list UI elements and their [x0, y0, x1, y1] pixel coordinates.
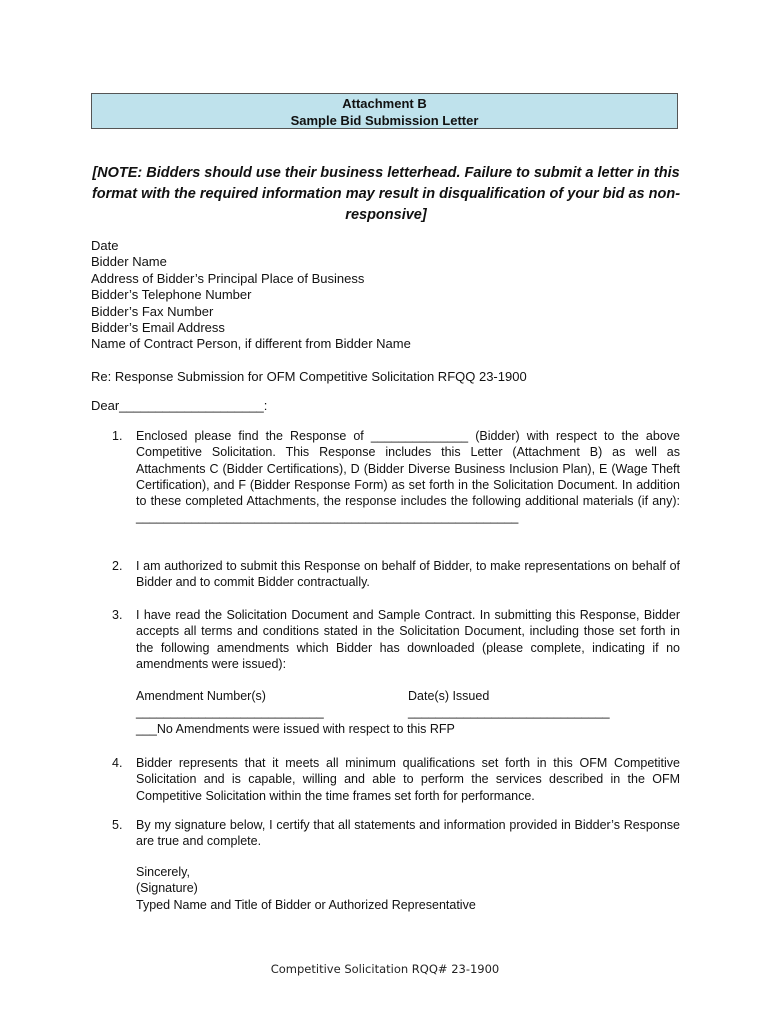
amendment-number-blank: ___________________________: [136, 705, 324, 719]
item-number: 5.: [112, 818, 123, 832]
item-text: By my signature below, I certify that all statements and information provided in Bidder’s Response are true and complete.: [136, 818, 680, 849]
item-number: 3.: [112, 608, 123, 622]
signature-block: [136, 864, 476, 913]
disqualification-note: [NOTE: Bidders should use their business letterhead. Failure to submit a letter in this format with the required information may result in disqualification of your bid as non-responsive]: [91, 165, 681, 223]
signature-line: (Signature): [136, 881, 198, 896]
closing: Sincerely,: [136, 865, 190, 879]
item-number: 1.: [112, 429, 123, 443]
attachment-title-box: [91, 93, 678, 129]
amendment-number-header: Amendment Number(s): [136, 689, 266, 703]
address-line: Bidder’s Telephone Number: [91, 287, 252, 303]
list-item: [112, 558, 680, 591]
item-number: 2.: [112, 559, 123, 573]
address-line: Bidder’s Fax Number: [91, 303, 214, 319]
page-footer: Competitive Solicitation RQQ# 23-1900: [270, 962, 500, 976]
address-line: Address of Bidder’s Principal Place of Business: [91, 270, 365, 286]
item-text: Enclosed please find the Response of ______________ (Bidder) with respect to the above Competitive Solicitation. This Response includes this Letter (Attachment B) as well as Attachments C (Bidder Certifications), D (Bidder Diverse Business Inclusion Plan), E (Wage Theft Certification), and F (Bidder Response Form) as set forth in the Solicitation Document. In addition to these completed Attachments, the response includes the following additional materials (if any):: [136, 429, 680, 509]
item-text: Bidder represents that it meets all minimum qualifications set forth in this OFM Competitive Solicitation and is capable, willing and able to perform the services described in the OFM Competitive Solicitation within the time frames set forth for performance.: [136, 756, 680, 803]
address-line: Bidder’s Email Address: [91, 320, 225, 336]
list-item: [112, 428, 680, 526]
no-amendments-line: ___No Amendments were issued with respect to this RFP: [136, 722, 455, 736]
date-issued-blank: _____________________________: [408, 705, 610, 719]
list-item: [112, 607, 680, 672]
letter-title: Sample Bid Submission Letter: [290, 113, 479, 128]
additional-materials-blank: _______________________________________________________: [136, 510, 519, 525]
salutation: Dear____________________:: [91, 398, 268, 413]
item-text: I am authorized to submit this Response on behalf of Bidder, to make representations on behalf of Bidder and to commit Bidder contractually.: [136, 559, 680, 590]
typed-name-title: Typed Name and Title of Bidder or Authorized Representative: [136, 897, 476, 912]
list-item: [112, 755, 680, 804]
address-line: Bidder Name: [91, 254, 167, 270]
address-block: [91, 238, 411, 353]
re-line: Re: Response Submission for OFM Competitive Solicitation RFQQ 23-1900: [91, 369, 527, 384]
attachment-label: Attachment B: [342, 96, 427, 111]
address-line: Date: [91, 238, 119, 253]
item-number: 4.: [112, 756, 123, 770]
list-item: [112, 817, 680, 850]
date-issued-header: Date(s) Issued: [408, 689, 490, 703]
address-line: Name of Contract Person, if different from Bidder Name: [91, 336, 411, 352]
item-text: I have read the Solicitation Document and Sample Contract. In submitting this Response, Bidder accepts all terms and conditions stated in the Solicitation Document, including those set forth in the following amendments which Bidder has downloaded (please complete, indicating if no amendments were issued):: [136, 608, 680, 671]
